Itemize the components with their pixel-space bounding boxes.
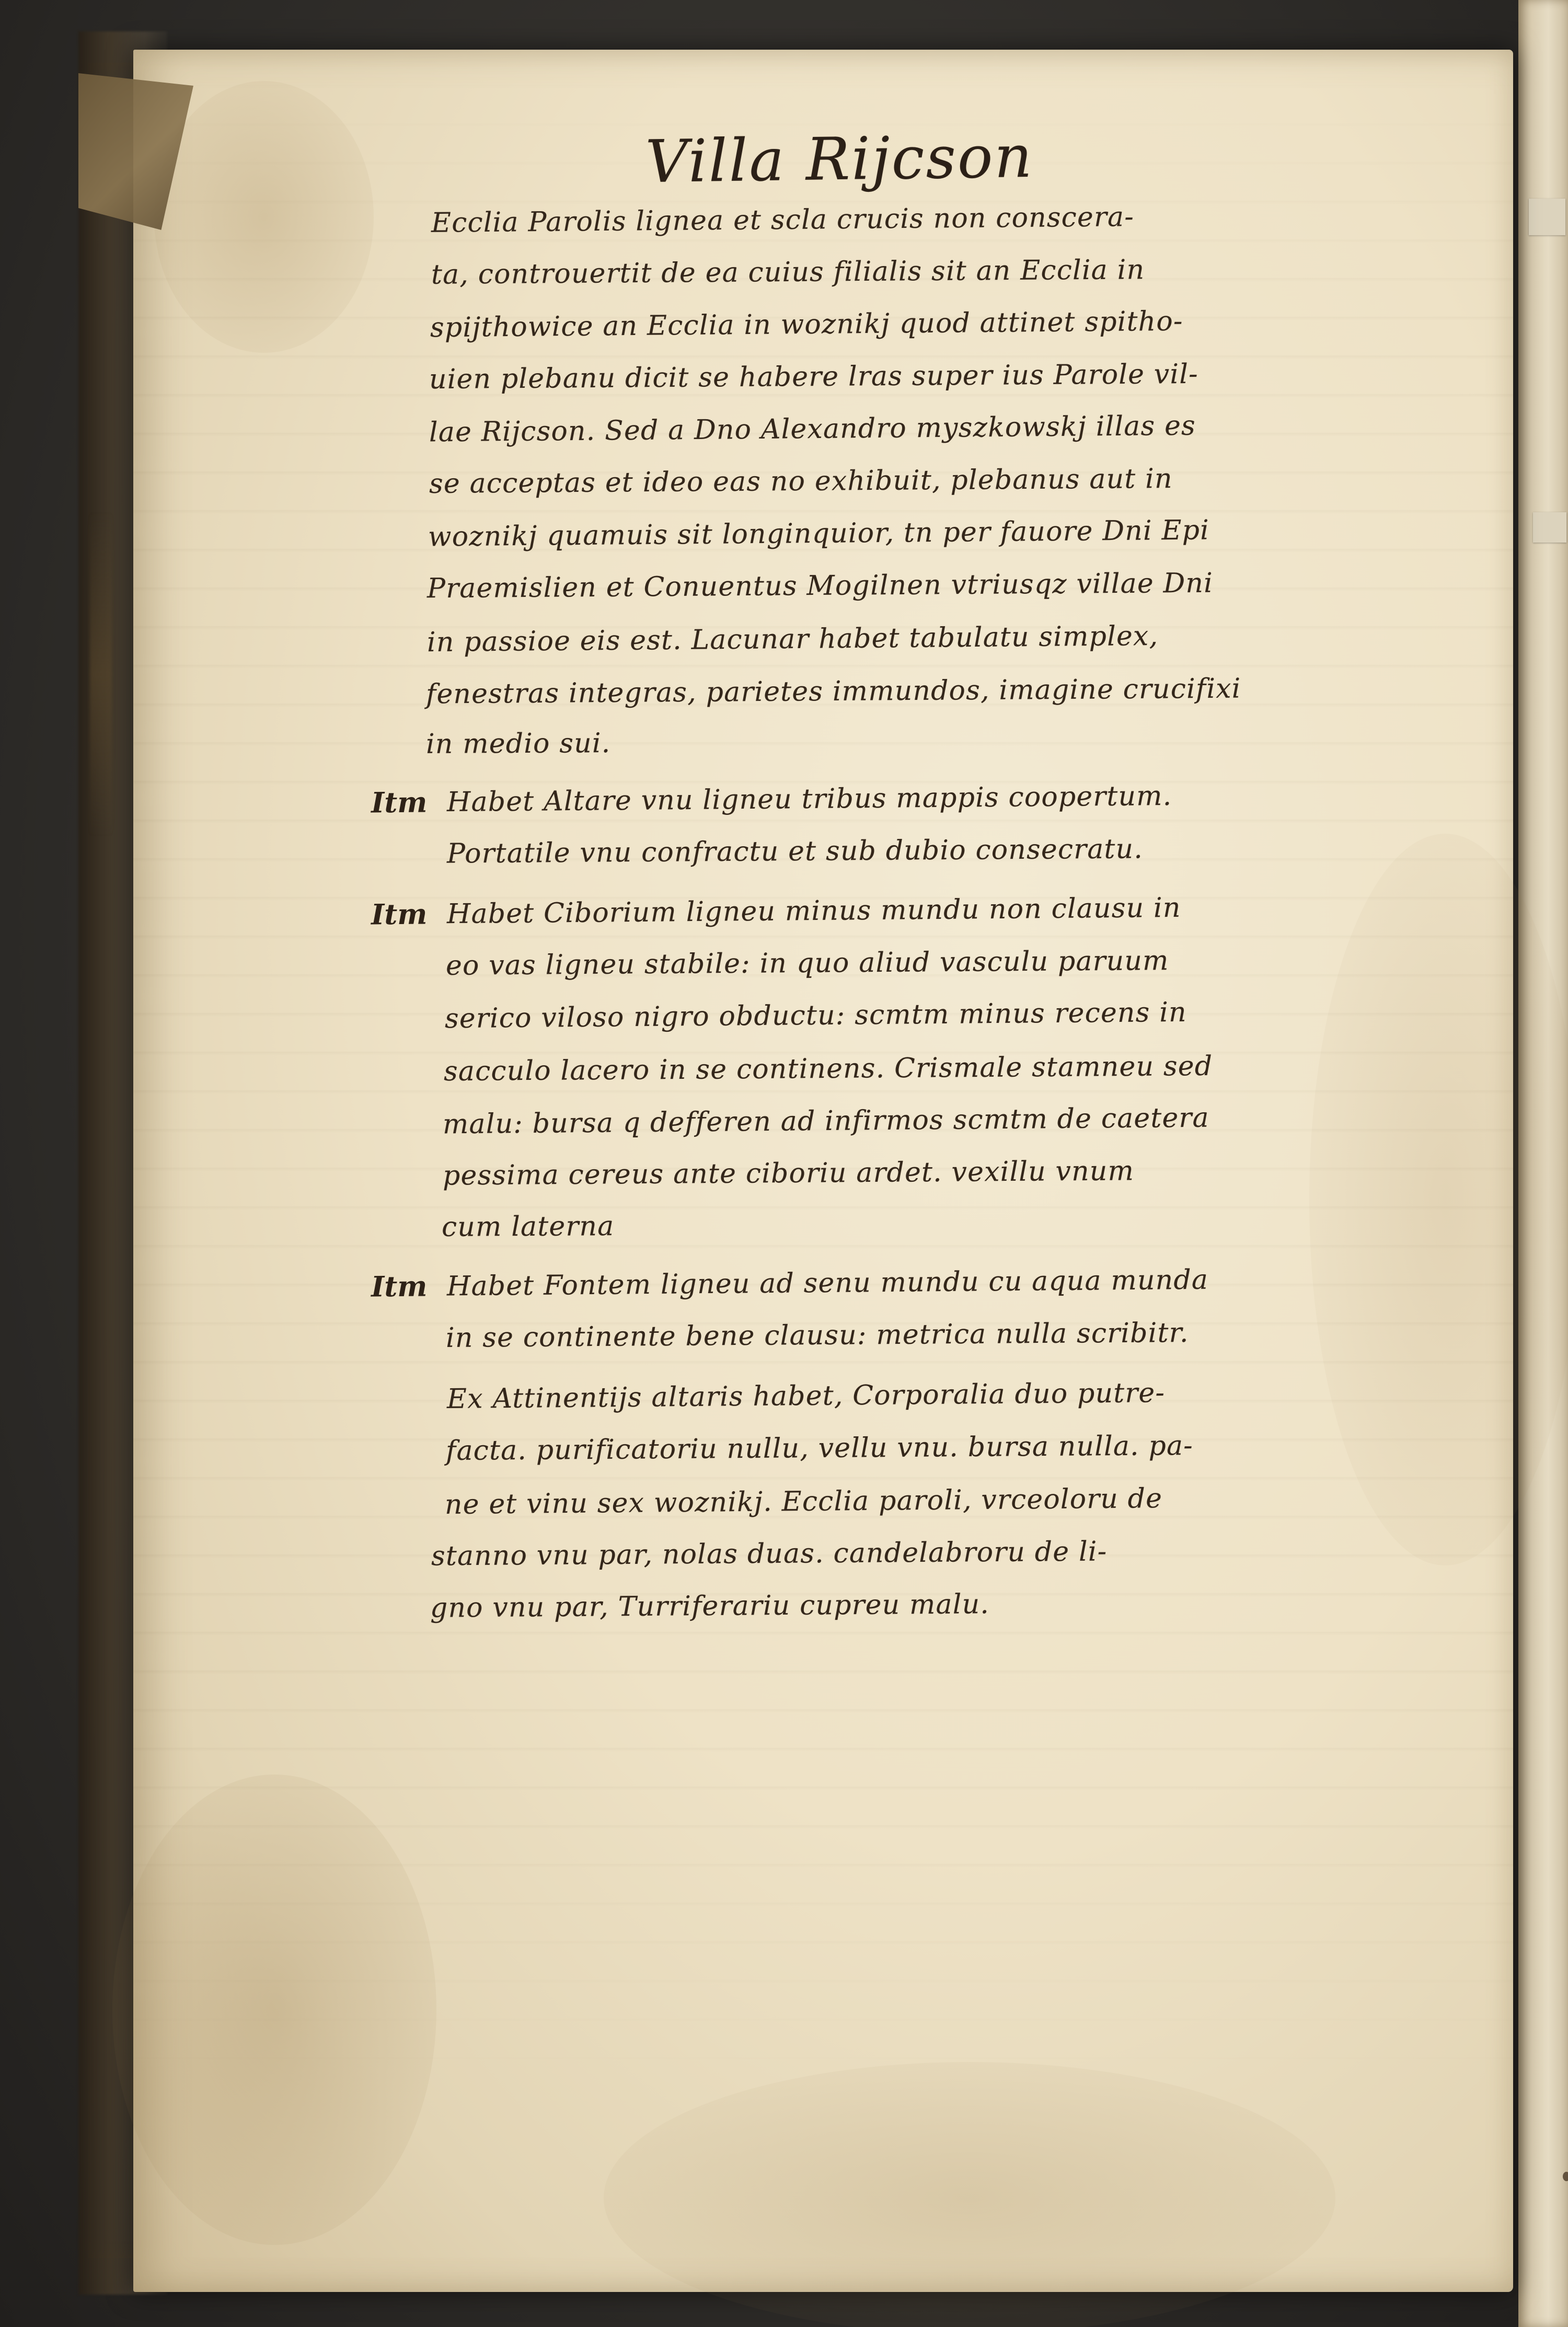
text-line: lae Rijcson. Sed a Dno Alexandro myszkowskj illas es [429, 410, 1196, 448]
text-line: sacculo lacero in se continens. Crismale stamneu sed [443, 1050, 1213, 1088]
facing-page-edge [1518, 0, 1568, 2327]
text-line: gno vnu par, Turriferariu cupreu malu. [430, 1588, 990, 1624]
paragraph-marker: Itm [371, 897, 428, 931]
text-line: ne et vinu sex woznikj. Ecclia paroli, vrceoloru de [444, 1483, 1163, 1520]
text-line: Habet Fontem ligneu ad senu mundu cu aqua munda [446, 1264, 1209, 1303]
paragraph-marker: Itm [371, 785, 428, 820]
ink-speck [1563, 2172, 1568, 2181]
text-line: fenestras integras, parietes immundos, imagine crucifixi [425, 673, 1241, 710]
text-line: serico viloso nigro obductu: scmtm minus recens in [444, 996, 1187, 1035]
text-line: ta, controuertit de ea cuius filialis sit an Ecclia in [431, 254, 1145, 291]
text-line: Portatile vnu confractu et sub dubio consecratu. [446, 833, 1144, 870]
text-line: Habet Altare vnu ligneu tribus mappis coopertum. [446, 780, 1172, 819]
paper-slip-middle [1533, 512, 1566, 543]
text-line: eo vas ligneu stabile: in quo aliud vasculu paruum [445, 945, 1169, 982]
text-line: cum laterna [441, 1211, 615, 1243]
text-line: in se continente bene clausu: metrica nulla scribitr. [445, 1317, 1189, 1354]
paper-slip-top [1529, 199, 1565, 235]
text-line: uien plebanu dicit se habere lras super ius Parole vil- [429, 358, 1199, 396]
text-line: facta. purificatoriu nullu, vellu vnu. bursa nulla. pa- [445, 1430, 1194, 1467]
text-line: spijthowice an Ecclia in woznikj quod attinet spitho- [430, 305, 1183, 344]
text-line: malu: bursa q defferen ad infirmos scmtm de caetera [442, 1102, 1209, 1141]
text-line: in passioe eis est. Lacunar habet tabulatu simplex, [426, 620, 1159, 659]
handwritten-text-block [133, 50, 1513, 2292]
text-line: Praemislien et Conuentus Mogilnen vtriusqz villae Dni [426, 567, 1214, 605]
text-line: in medio sui. [425, 728, 611, 760]
text-line: se acceptas et ideo eas no exhibuit, plebanus aut in [429, 463, 1173, 500]
text-line: Habet Ciborium ligneu minus mundu non clausu in [446, 892, 1181, 930]
text-line: woznikj quamuis sit longinquior, tn per fauore Dni Epi [428, 514, 1210, 553]
text-line: stanno vnu par, nolas duas. candelabroru de li- [431, 1536, 1108, 1572]
text-line: Ex Attinentijs altaris habet, Corporalia duo putre- [446, 1377, 1166, 1415]
text-line: Ecclia Parolis lignea et scla crucis non conscera- [431, 201, 1135, 239]
leaf-edge-darkening [90, 512, 112, 836]
text-line: pessima cereus ante ciboriu ardet. vexillu vnum [442, 1155, 1135, 1192]
paragraph-marker: Itm [371, 1269, 428, 1304]
page-title: Villa Rijcson [645, 122, 1034, 197]
